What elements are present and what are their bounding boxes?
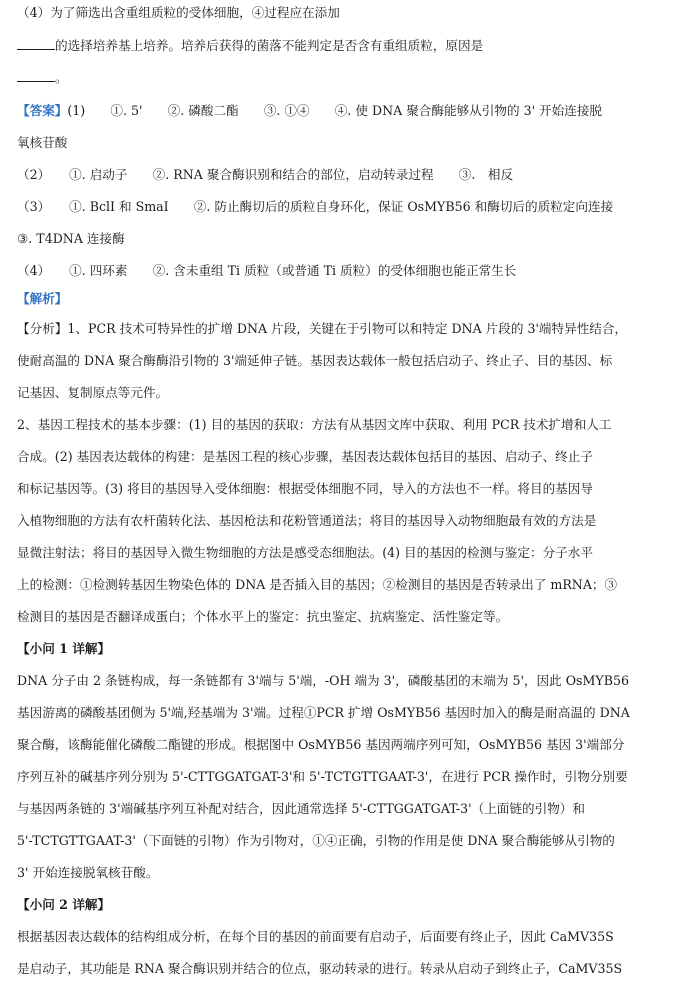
detail-1-line-1: DNA 分子由 2 条链构成，每一条链都有 3'端与 5'端，-OH 端为 3'，磷酸基团的末端为 5'，因此 OsMYB56 — [17, 673, 629, 688]
analysis-heading: 【解析】 — [17, 291, 68, 306]
subquestion-2-heading: 【小问 2 详解】 — [17, 897, 111, 912]
analysis-line-1: 【分析】1、PCR 技术可特异性的扩增 DNA 片段，关键在于引物可以和特定 DNA 片段的 3'端特异性结合， — [17, 321, 628, 336]
answer-blank-2 — [17, 70, 55, 82]
analysis-line-2: 使耐高温的 DNA 聚合酶酶沿引物的 3'端延伸子链。基因表达载体一般包括启动子、终止子、目的基因、标 — [17, 353, 613, 368]
analysis-line-9: 上的检测：①检测转基因生物染色体的 DNA 是否插入目的基因；②检测目的基因是否转录出了 mRNA；③ — [17, 577, 618, 592]
answer-line-2: 氧核苷酸 — [17, 135, 68, 150]
question-4-blank-line-2 — [17, 70, 669, 86]
analysis-line-7: 入植物细胞的方法有农杆菌转化法、基因枪法和花粉管通道法；将目的基因导入动物细胞最有效的方法是 — [17, 513, 597, 528]
detail-2-line-1: 根据基因表达载体的结构组成分析，在每个目的基因的前面要有启动子，后面要有终止子，因此 CaMV35S — [17, 929, 614, 944]
answer-part-number: (1) — [67, 103, 111, 118]
detail-1-line-6: 5'-TCTGTTGAAT-3'（下面链的引物）作为引物对，①④正确，引物的作用是使 DNA 聚合酶能够从引物的 — [17, 833, 615, 848]
analysis-line-10: 检测目的基因是否翻译成蛋白；个体水平上的鉴定：抗虫鉴定、抗病鉴定、活性鉴定等。 — [17, 609, 509, 624]
answer-line-5: ③. T4DNA 连接酶 — [17, 231, 125, 246]
detail-1-line-3: 聚合酶，该酶能催化磷酸二酯键的形成。根据图中 OsMYB56 基因两端序列可知，OsMYB56 基因 3'端部分 — [17, 737, 625, 752]
analysis-line-3: 记基因、复制原点等元件。 — [17, 385, 169, 400]
answer-line-1 — [17, 103, 669, 119]
analysis-line-6: 和标记基因等。(3) 将目的基因导入受体细胞：根据受体细胞不同，导入的方法也不一样。将目的基因导 — [17, 481, 593, 496]
question-4-end: 。 — [55, 70, 68, 85]
subquestion-1-heading: 【小问 1 详解】 — [17, 641, 111, 656]
answer-line-3: （2） ①. 启动子 ②. RNA 聚合酶识别和结合的部位，启动转录过程 ③. 相反 — [17, 167, 514, 182]
answer-line-4: （3） ①. BclI 和 SmaI ②. 防止酶切后的质粒自身环化，保证 OsMYB56 和酶切后的质粒定向连接 — [17, 199, 614, 214]
answer-blank-1 — [17, 38, 55, 50]
question-4-blank-line — [17, 38, 669, 54]
answer-label: 【答案】 — [17, 103, 68, 118]
question-4-stem — [17, 5, 669, 21]
detail-1-line-7: 3' 开始连接脱氧核苷酸。 — [17, 865, 159, 880]
detail-1-line-2: 基因游离的磷酸基团侧为 5'端,羟基端为 3'端。过程①PCR 扩增 OsMYB56 基因时加入的酶是耐高温的 DNA — [17, 705, 630, 720]
question-4-text: （4）为了筛选出含重组质粒的受体细胞，④过程应在添加 — [17, 5, 340, 20]
detail-2-line-2: 是启动子，其功能是 RNA 聚合酶识别并结合的位点，驱动转录的进行。转录从启动子到终止子，CaMV35S — [17, 961, 623, 976]
analysis-line-4: 2、基因工程技术的基本步骤：(1) 目的基因的获取：方法有从基因文库中获取、利用 PCR 技术扩增和人工 — [17, 417, 612, 432]
answer-text: ①. 5' ②. 磷酸二酯 ③. ①④ ④. 使 DNA 聚合酶能够从引物的 3' 开始连接脱 — [110, 103, 603, 118]
detail-1-line-5: 与基因两条链的 3'端碱基序列互补配对结合，因此通常选择 5'-CTTGGATGAT-3'（上面链的引物）和 — [17, 801, 585, 816]
answer-line-6: （4） ①. 四环素 ②. 含未重组 Ti 质粒（或普通 Ti 质粒）的受体细胞也能正常生长 — [17, 263, 517, 278]
analysis-line-8: 显微注射法；将目的基因导入微生物细胞的方法是感受态细胞法。(4) 目的基因的检测与鉴定：分子水平 — [17, 545, 593, 560]
question-4-continued: 的选择培养基上培养。培养后获得的菌落不能判定是否含有重组质粒，原因是 — [55, 38, 484, 53]
detail-1-line-4: 序列互补的碱基序列分别为 5'-CTTGGATGAT-3'和 5'-TCTGTTGAAT-3'，在进行 PCR 操作时，引物分别要 — [17, 769, 628, 784]
analysis-line-5: 合成。(2) 基因表达载体的构建：是基因工程的核心步骤，基因表达载体包括目的基因、启动子、终止子 — [17, 449, 593, 464]
